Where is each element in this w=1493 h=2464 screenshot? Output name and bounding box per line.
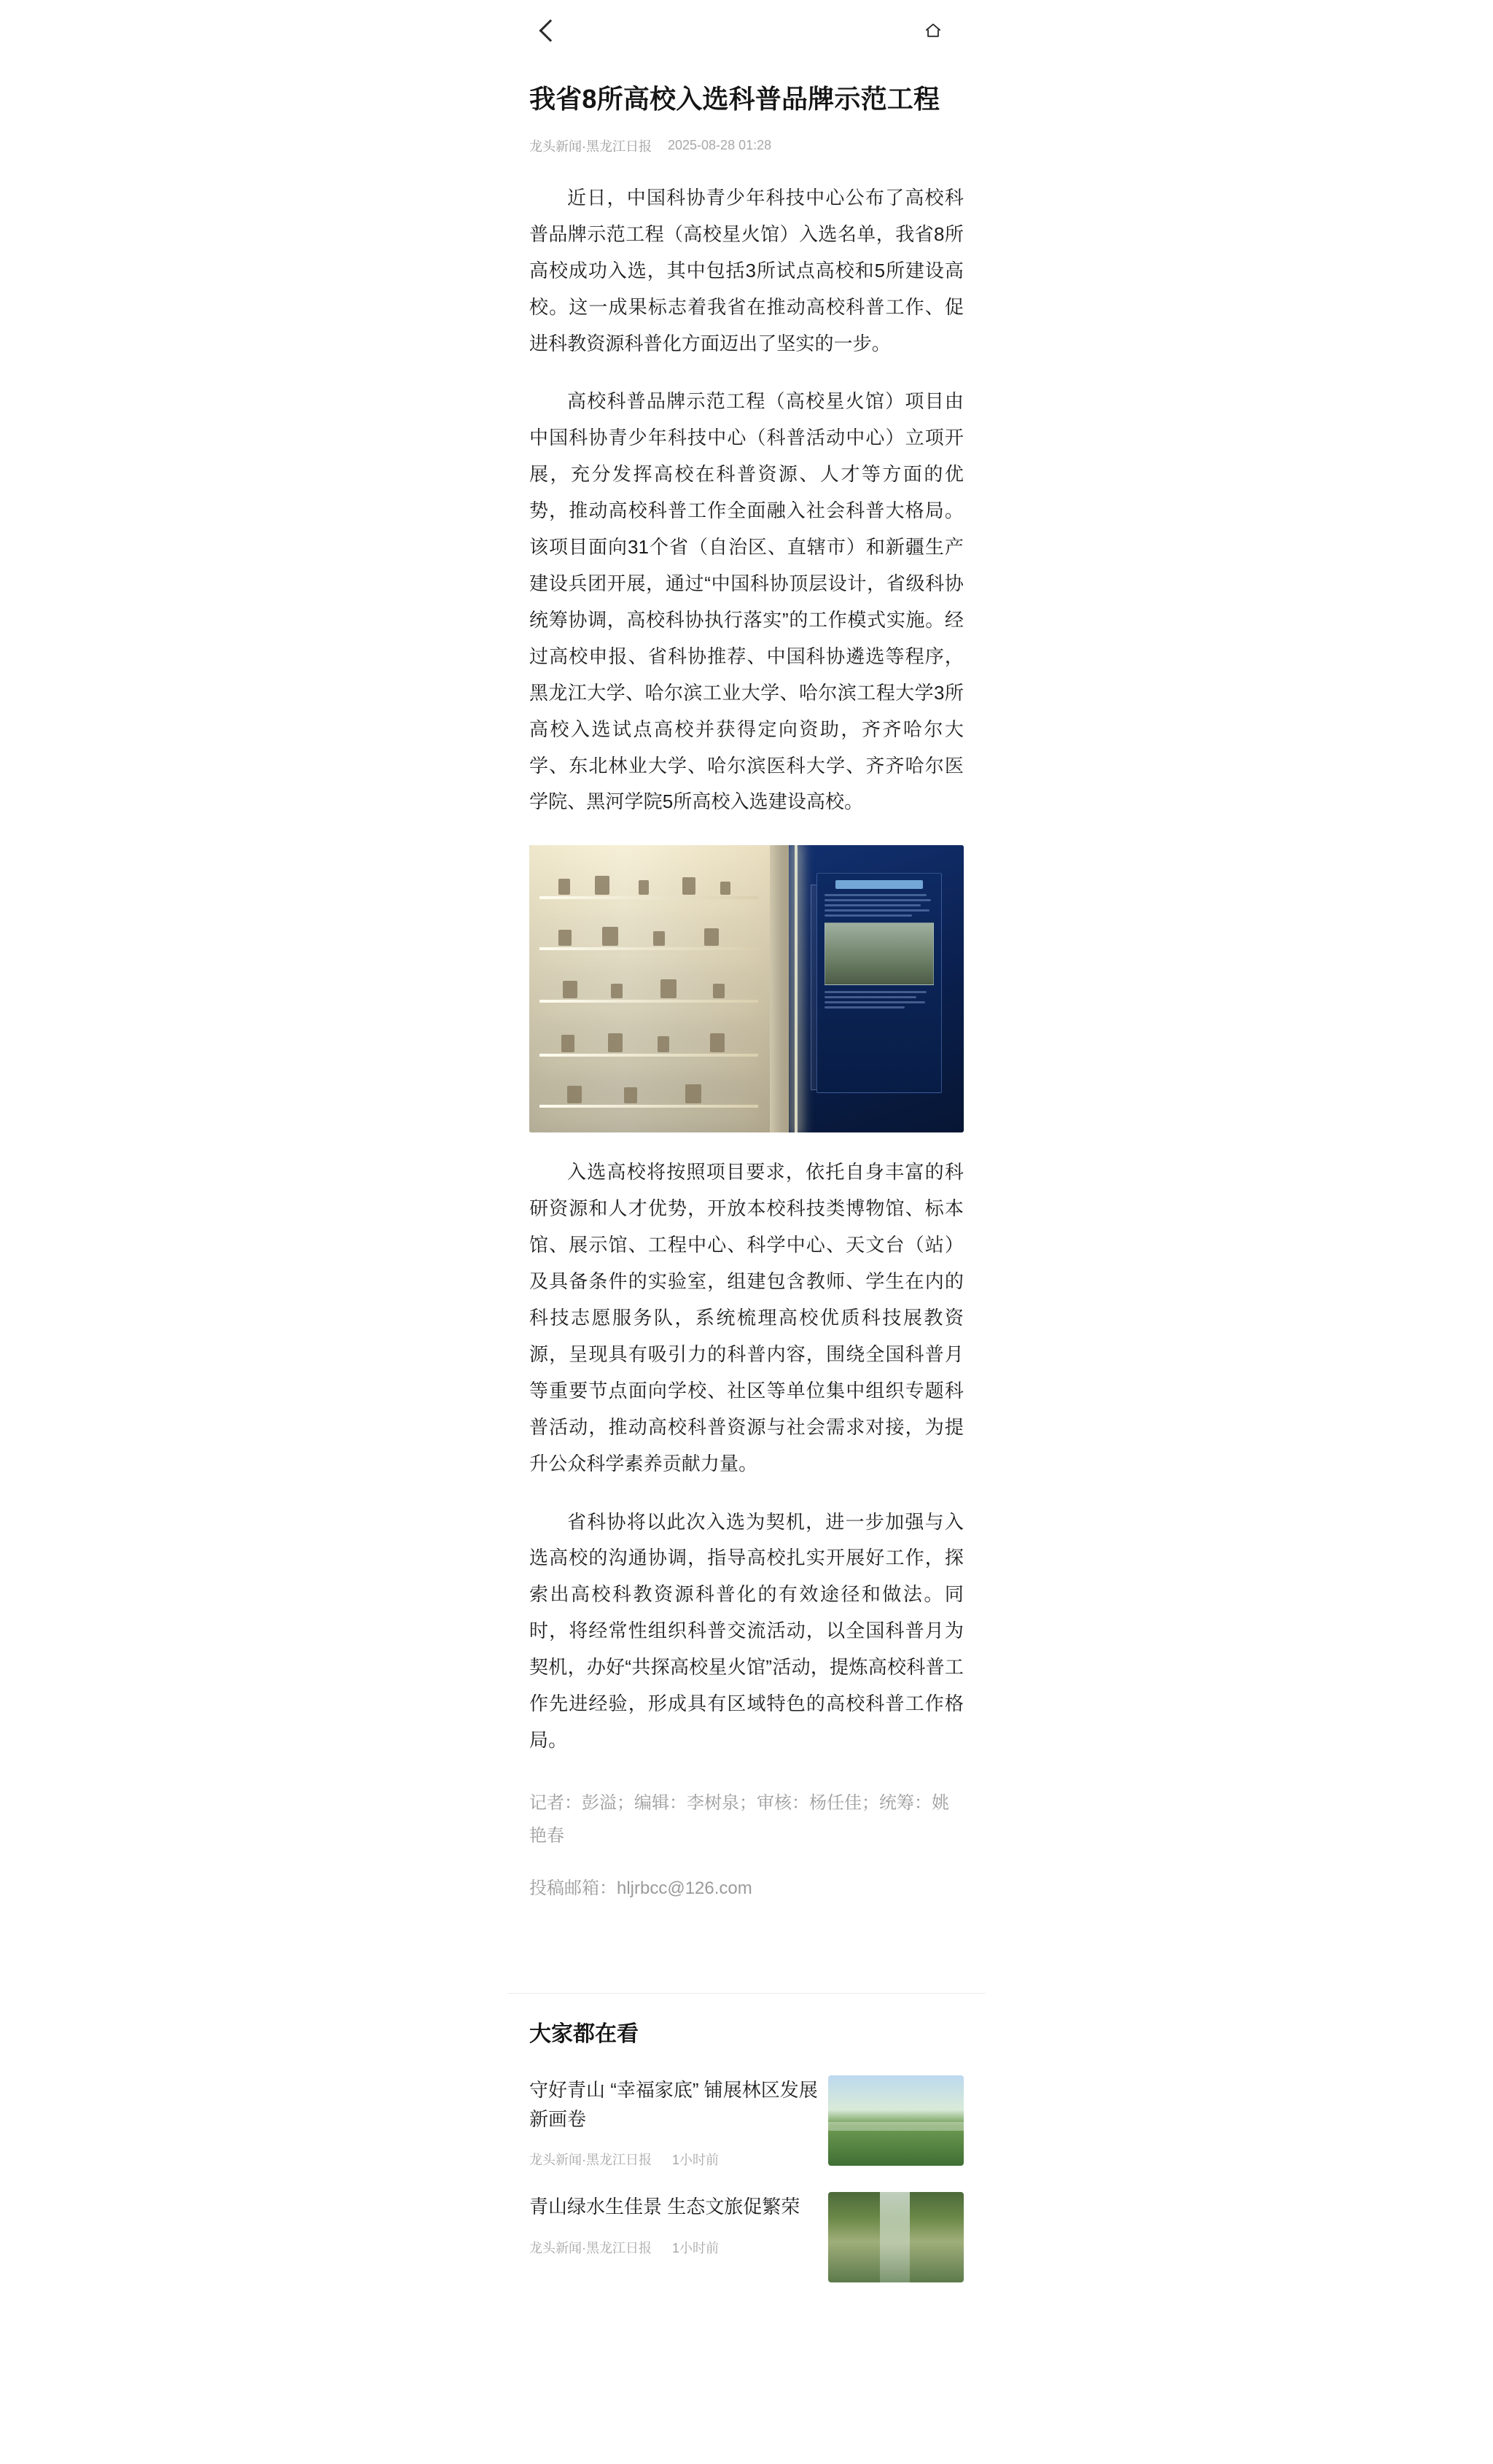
recommendations-section [528, 1994, 965, 2295]
list-item-title: 守好青山 “幸福家底” 铺展林区发展新画卷 [529, 2078, 818, 2130]
article-meta [528, 136, 965, 155]
list-item-text [529, 2075, 821, 2169]
article-timestamp: 2025-08-28 01:28 [668, 138, 772, 153]
list-item[interactable] [528, 2064, 965, 2181]
back-button[interactable] [532, 15, 564, 47]
section-spacer [0, 1905, 1493, 1993]
page-title: 我省8所高校入选科普品牌示范工程 [529, 84, 940, 114]
list-item-meta [529, 2238, 821, 2257]
chevron-left-icon [539, 19, 561, 42]
list-item[interactable] [528, 2180, 965, 2294]
home-button[interactable] [917, 15, 949, 47]
list-item-time: 1小时前 [672, 2240, 720, 2255]
top-navigation-bar [0, 0, 1493, 61]
list-item-thumbnail [828, 2192, 964, 2282]
article-paragraph: 省科协将以此次入选为契机，进一步加强与入选高校的沟通协调，指导高校扎实开展好工作，探索出高校科教资源科普化的有效途径和做法。同时，将经常性组织科普交流活动，以全国科普月为契机，办好“共探高校星火馆”活动，提炼高校科普工作先进经验，形成具有区域特色的高校科普工作格局。 [529, 1510, 964, 1751]
article-paragraph: 入选高校将按照项目要求，依托自身丰富的科研资源和人才优势，开放本校科技类博物馆、标本馆、展示馆、工程中心、科学中心、天文台（站）及具备条件的实验室，组建包含教师、学生在内的科技志愿服务队，系统梳理高校优质科技展教资源，呈现具有吸引力的科普内容，围绕全国科普月等重要节点面向学校、社区等单位集中组织专题科普活动，推动高校科普资源与社会需求对接，为提升公众科学素养贡献力量。 [529, 1161, 964, 1474]
image-left-wall [529, 845, 770, 1132]
list-item-title: 青山绿水生佳景 生态文旅促繁荣 [529, 2196, 800, 2218]
list-item-thumbnail [828, 2075, 964, 2166]
article-source: 龙头新闻·黑龙江日报 [529, 139, 652, 154]
article-paragraph: 近日，中国科协青少年科技中心公布了高校科普品牌示范工程（高校星火馆）入选名单，我省8所高校成功入选，其中包括3所试点高校和5所建设高校。这一成果标志着我省在推动高校科普工作、促进科教资源科普化方面迈出了坚实的一步。 [529, 186, 964, 354]
article-submission-email: 投稿邮箱：hljrbcc@126.com [529, 1878, 752, 1899]
home-icon [924, 21, 943, 40]
list-item-source: 龙头新闻·黑龙江日报 [529, 2153, 652, 2168]
list-item-meta [529, 2150, 821, 2169]
list-item-time: 1小时前 [672, 2153, 720, 2168]
list-item-text [529, 2192, 821, 2282]
image-exhibit-panel [816, 873, 942, 1093]
article-image [529, 845, 964, 1132]
list-item-source: 龙头新闻·黑龙江日报 [529, 2240, 652, 2255]
article-paragraph: 高校科普品牌示范工程（高校星火馆）项目由中国科协青少年科技中心（科普活动中心）立项开展，充分发挥高校在科普资源、人才等方面的优势，推动高校科普工作全面融入社会科普大格局。该项目面向31个省（自治区、直辖市）和新疆生产建设兵团开展，通过“中国科协顶层设计，省级科协统筹协调，高校科协执行落实”的工作模式实施。经过高校申报、省科协推荐、中国科协遴选等程序，黑龙江大学、哈尔滨工业大学、哈尔滨工程大学3所高校入选试点高校并获得定向资助，齐齐哈尔大学、东北林业大学、哈尔滨医科大学、齐齐哈尔医学院、黑河学院5所高校入选建设高校。 [529, 390, 964, 813]
article-content [528, 82, 965, 1905]
image-pillar [770, 845, 789, 1132]
article-byline: 记者：彭溢；编辑：李树泉；审核：杨任佳；统筹：姚艳春 [529, 1792, 949, 1846]
recommendations-heading: 大家都在看 [529, 2021, 639, 2046]
